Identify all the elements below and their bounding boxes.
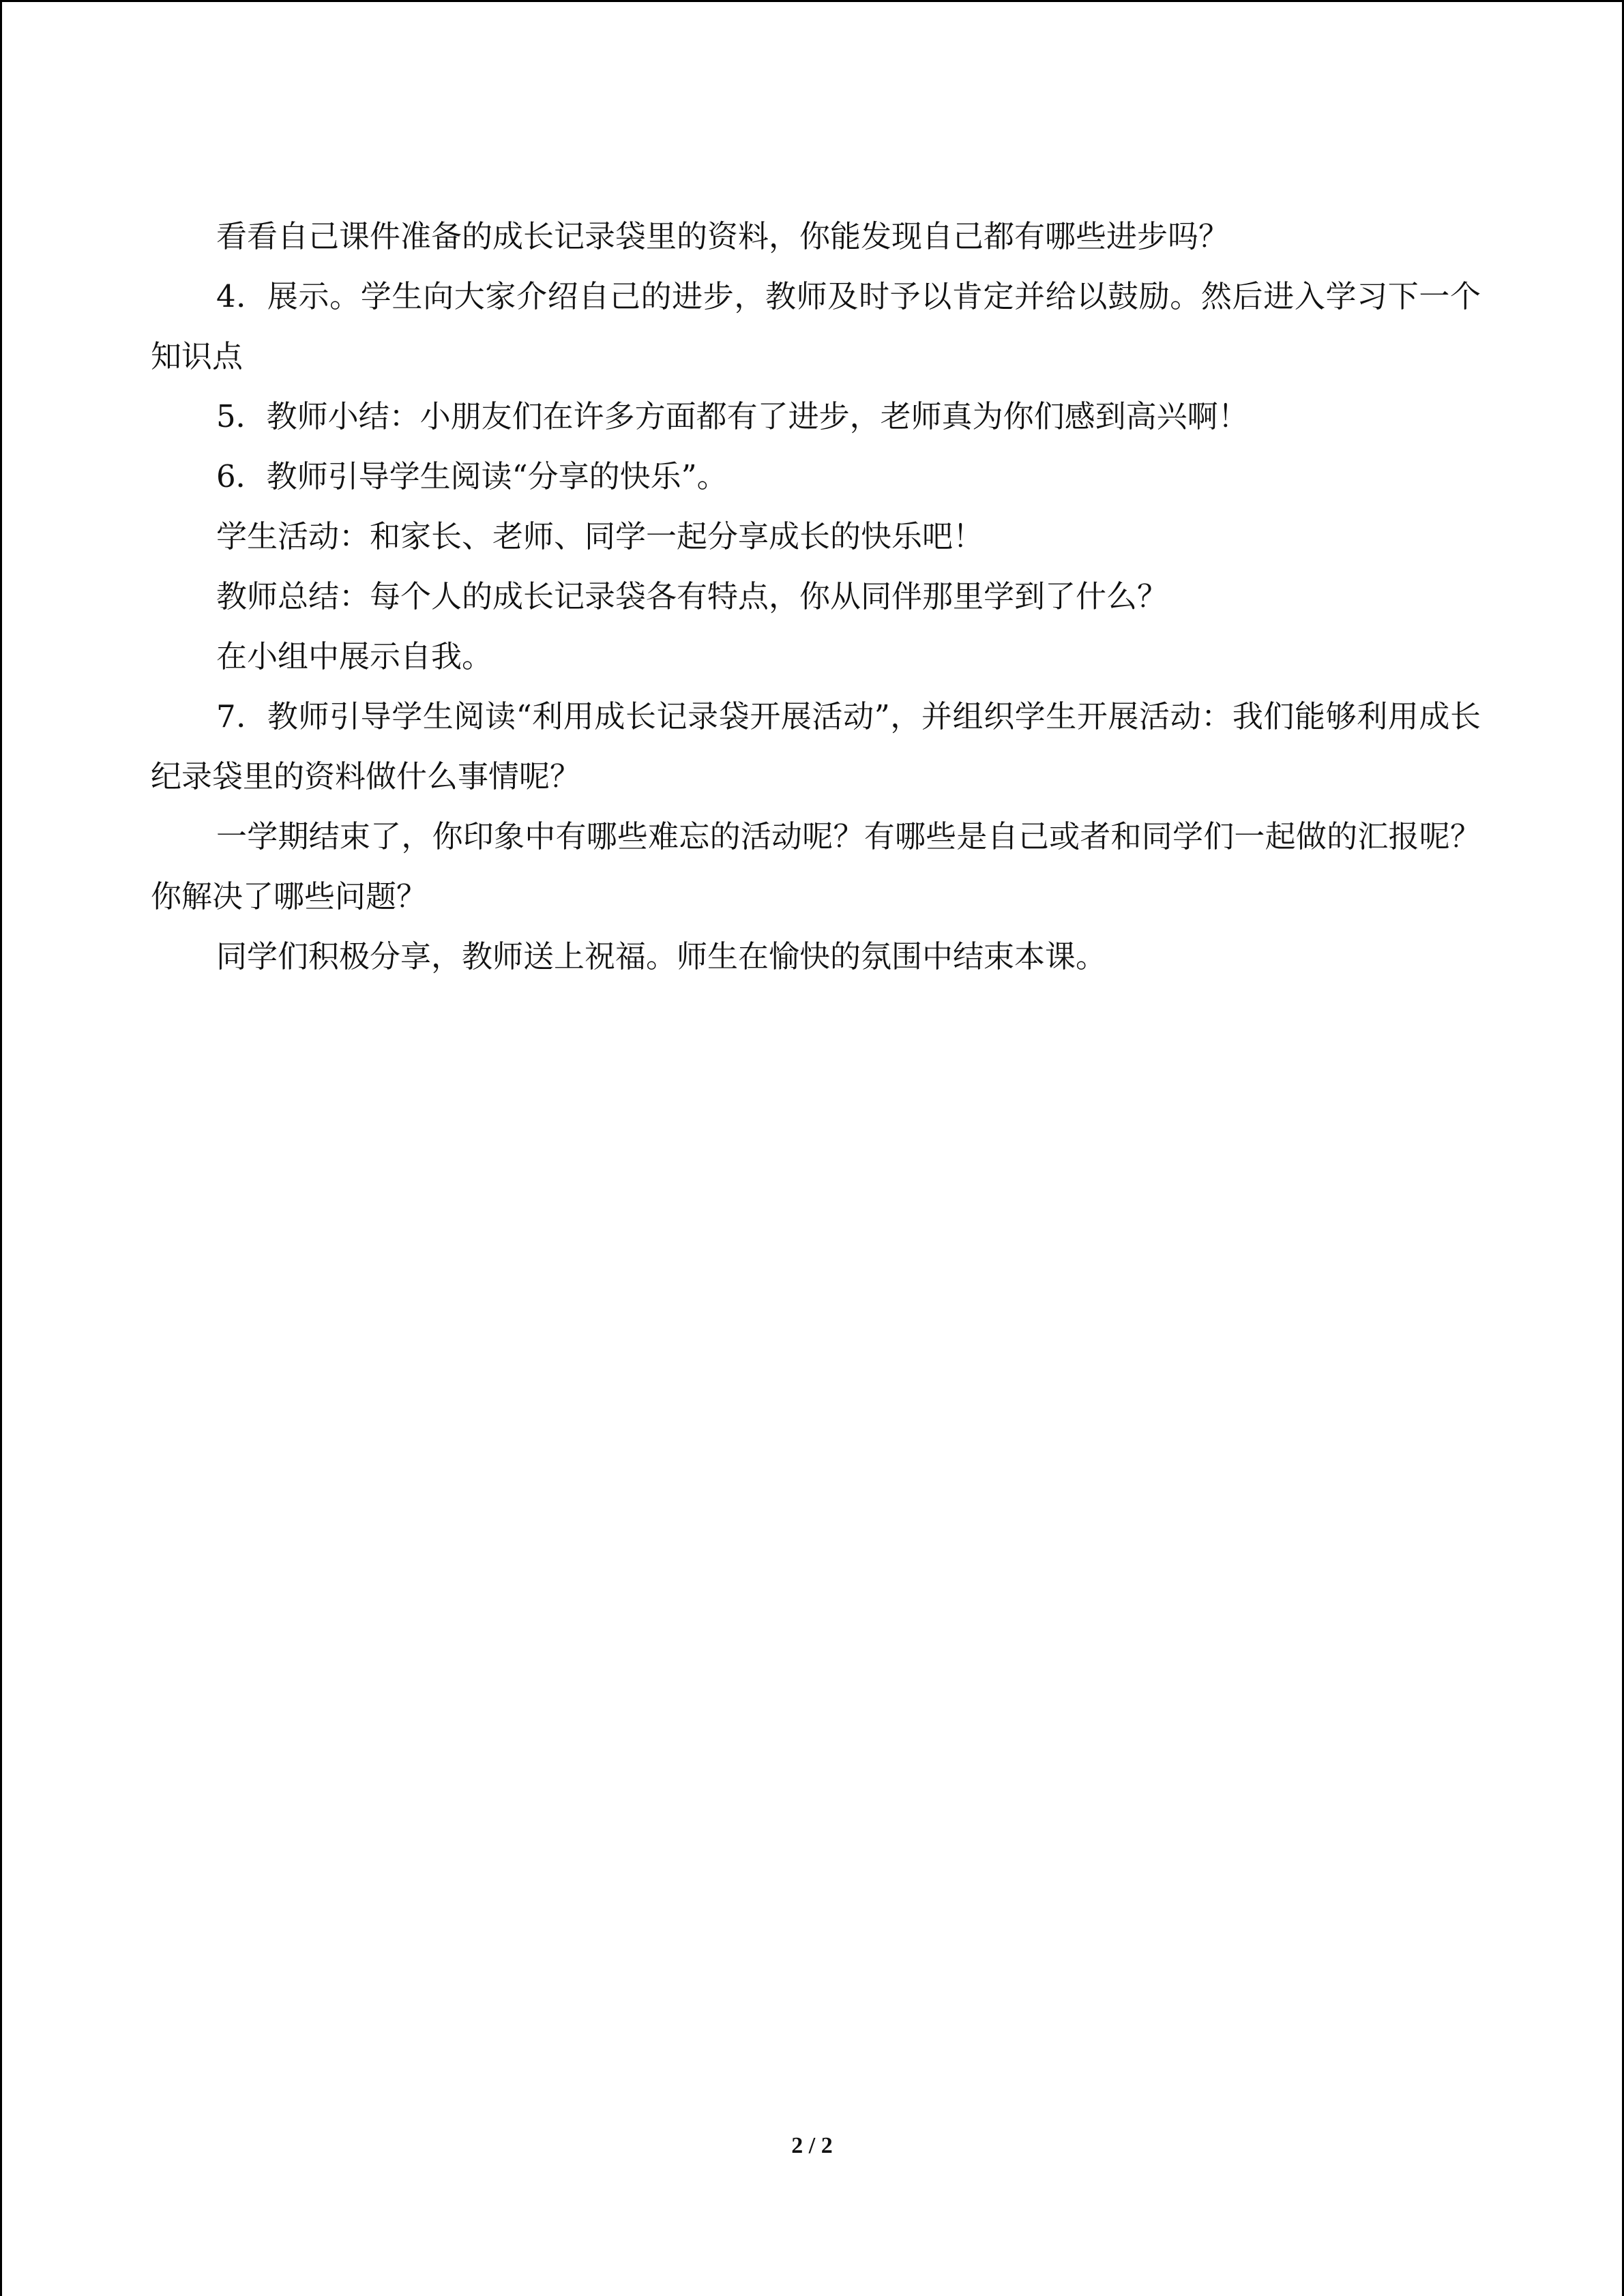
- paragraph-10: 同学们积极分享，教师送上祝福。师生在愉快的氛围中结束本课。: [216, 938, 1107, 974]
- paragraph-6: 教师总结：每个人的成长记录袋各有特点，你从同伴那里学到了什么？: [216, 578, 1168, 614]
- paragraph-3: 5．教师小结：小朋友们在许多方面都有了进步，老师真为你们感到高兴啊！: [216, 398, 1249, 434]
- paragraph-8: 7．教师引导学生阅读“利用成长记录袋开展活动”，并组织学生开展活动：我们能够利用成长纪录袋里的资料做什么事情呢？: [151, 698, 1481, 794]
- paragraph-2: 4．展示。学生向大家介绍自己的进步，教师及时予以肯定并给以鼓励。然后进入学习下一个知识点: [151, 278, 1481, 374]
- paragraph-1: 看看自己课件准备的成长记录袋里的资料，你能发现自己都有哪些进步吗？: [216, 218, 1230, 254]
- paragraph-9: 一学期结束了，你印象中有哪些难忘的活动呢？有哪些是自己或者和同学们一起做的汇报呢？你解决了哪些问题？: [151, 818, 1481, 914]
- document-body: [151, 207, 1481, 987]
- paragraph-7: 在小组中展示自我。: [216, 638, 493, 674]
- paragraph-5: 学生活动：和家长、老师、同学一起分享成长的快乐吧！: [216, 518, 984, 554]
- paragraph-4: 6．教师引导学生阅读“分享的快乐”。: [216, 458, 728, 494]
- page-number: 2 / 2: [791, 2133, 833, 2158]
